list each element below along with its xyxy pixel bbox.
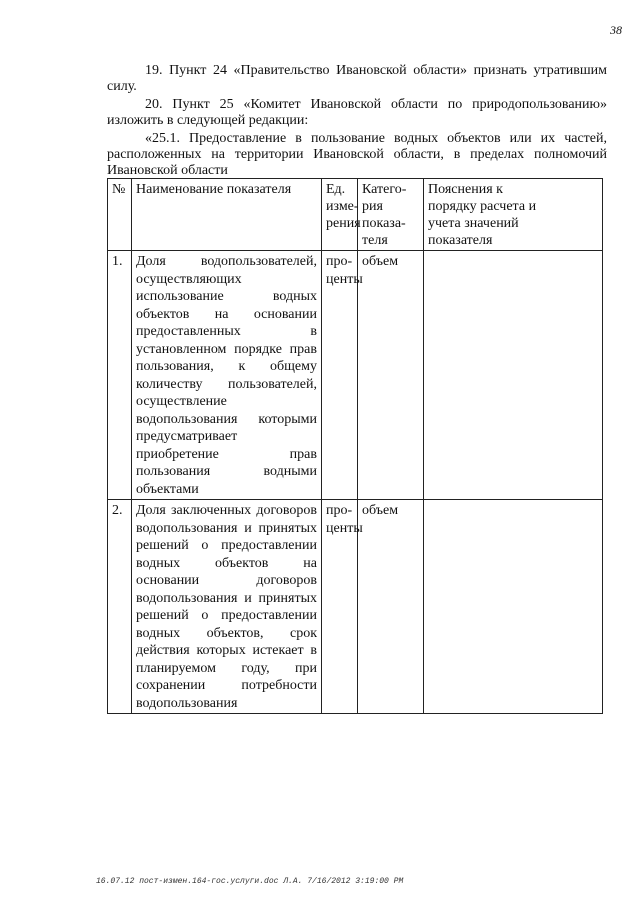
row-notes [424, 251, 603, 500]
table-header-row [108, 179, 603, 251]
header-unit: Ед. изме- рения [322, 179, 358, 251]
row-indicator-name: Доля водопользователей, осуществляющих использование водных объектов на основании предоставленных в установленном порядке прав пользования, к общему количеству пользователей, осуществление водопользования которыми предусматривает приобретение прав пользования водными объектами [132, 251, 322, 500]
row-indicator-name: Доля заключенных договоров водопользования и принятых решений о предоставлении водных объектов на основании договоров водопользования и принятых решений о предоставлении водных объектов, срок действия которых истекает в планируемом году, при сохранении потребности водопользования [132, 500, 322, 714]
header-category: Катего- рия показа- теля [358, 179, 424, 251]
row-category: объем [358, 251, 424, 500]
header-number: № [108, 179, 132, 251]
paragraph-item-25-1: «25.1. Предоставление в пользование водных объектов или их частей, расположенных на территории Ивановской области, в пределах полномочий Ивановской области [107, 131, 607, 178]
row-unit: про- центы [322, 251, 358, 500]
table-row [108, 500, 603, 714]
table-row [108, 251, 603, 500]
header-indicator-name: Наименование показателя [132, 179, 322, 251]
row-number: 2. [108, 500, 132, 714]
paragraph-item-20: 20. Пункт 25 «Комитет Ивановской области по природопользованию» изложить в следующей редакции: [107, 97, 607, 128]
row-notes [424, 500, 603, 714]
indicators-table [107, 178, 603, 714]
document-footer: 16.07.12 пост-измен.164-гос.услуги.doc Л.А. 7/16/2012 3:19:00 PM [96, 877, 404, 886]
row-unit: про- центы [322, 500, 358, 714]
header-notes: Пояснения к порядку расчета и учета значений показателя [424, 179, 603, 251]
row-number: 1. [108, 251, 132, 500]
row-category: объем [358, 500, 424, 714]
paragraph-item-19: 19. Пункт 24 «Правительство Ивановской области» признать утратившим силу. [107, 63, 607, 94]
page-number: 38 [610, 23, 622, 37]
